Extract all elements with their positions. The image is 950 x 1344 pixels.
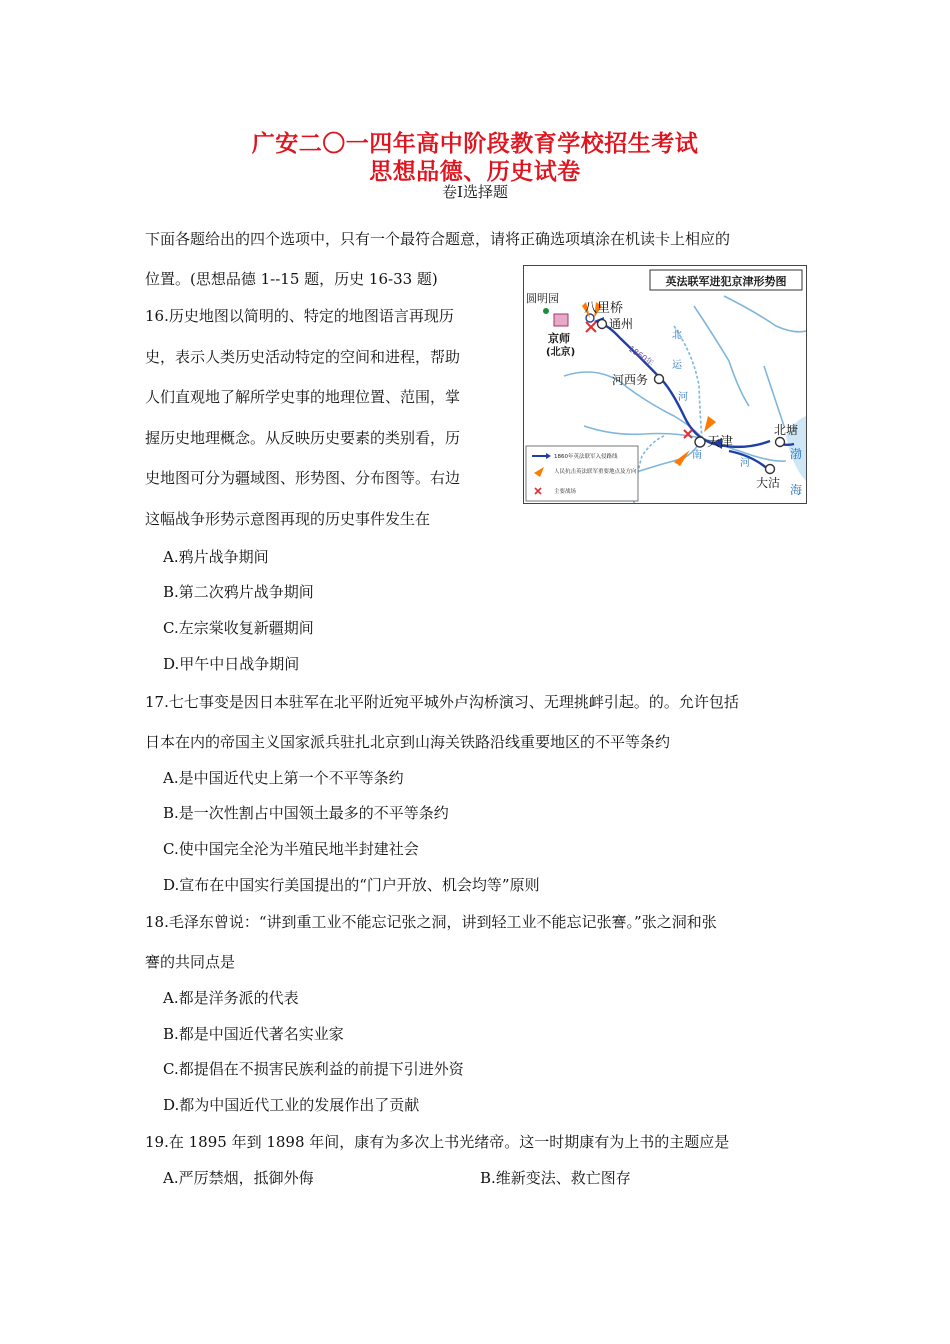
label-dagu: 大沽 — [756, 476, 781, 490]
q17-stem-line: 17.七七事变是因日本驻军在北平附近宛平城外卢沟桥演习、无理挑衅引起。的。允许包括 — [145, 693, 739, 711]
q18-option-b[interactable]: B.都是中国近代著名实业家 — [163, 1025, 344, 1043]
label-baliqiao: 八里桥 — [584, 301, 624, 316]
q16-option-b[interactable]: B.第二次鸦片战争期间 — [163, 583, 314, 601]
beitang-marker — [776, 438, 785, 447]
q18-option-d[interactable]: D.都为中国近代工业的发展作出了贡献 — [163, 1096, 420, 1114]
label-river-he: 河 — [678, 392, 688, 403]
legend-battle-label: 主要战场 — [554, 489, 577, 495]
resistance-arrow-icon — [704, 416, 716, 432]
q18-option-c[interactable]: C.都提倡在不损害民族利益的前提下引进外资 — [163, 1060, 464, 1078]
q16-option-d[interactable]: D.甲午中日战争期间 — [163, 655, 300, 673]
label-tianjin: 天津 — [707, 435, 734, 450]
q17-option-a[interactable]: A.是中国近代史上第一个不平等条约 — [163, 769, 404, 787]
q19-option-a[interactable]: A.严厉禁烟，抵御外侮 — [163, 1169, 314, 1187]
label-river-bei: 北 — [672, 330, 682, 341]
label-yuanmingyuan: 圆明园 — [526, 292, 559, 305]
section-title: 卷Ⅰ选择题 — [442, 183, 508, 201]
instructions-line-1: 下面各题给出的四个选项中，只有一个最符合题意，请将正确选项填涂在机读卡上相应的 — [145, 230, 731, 248]
q19-option-b[interactable]: B.维新变法、救亡图存 — [480, 1169, 631, 1187]
label-bo: 渤 — [790, 447, 803, 461]
label-river-nan: 南 — [692, 450, 702, 461]
map-legend — [526, 446, 638, 501]
q18-stem-line: 18.毛泽东曾说：“讲到重工业不能忘记张之洞，讲到轻工业不能忘记张謇。”张之洞和张 — [145, 913, 717, 931]
battle-icon — [586, 322, 596, 332]
q16-option-c[interactable]: C.左宗棠收复新疆期间 — [163, 619, 314, 637]
yuanmingyuan-marker — [543, 308, 549, 314]
q16-option-a[interactable]: A.鸦片战争期间 — [163, 548, 269, 566]
tongzhou-marker — [598, 320, 607, 329]
label-year: 1860年 — [626, 344, 656, 368]
q17-stem-line: 日本在内的帝国主义国家派兵驻扎北京到山海关铁路沿线重要地区的不平等条约 — [145, 733, 671, 751]
q16-stem-line: 人们直观地了解所学史事的地理位置、范围，掌 — [145, 388, 461, 406]
q17-option-d[interactable]: D.宣布在中国实行美国提出的“门户开放、机会均等”原则 — [163, 876, 540, 894]
war-situation-map — [523, 265, 807, 504]
legend-resist-label: 人民抗击英法联军重要地点及方向 — [554, 469, 637, 475]
exam-subject-title: 思想品德、历史试卷 — [369, 158, 581, 185]
jingshi-marker — [554, 314, 568, 326]
instructions-line-2: 位置。(思想品德 1--15 题，历史 16-33 题) — [145, 270, 438, 288]
resistance-arrow-icon — [674, 450, 690, 466]
label-hexiwu: 河西务 — [612, 373, 649, 387]
dagu-marker — [766, 465, 775, 474]
map-canvas — [524, 266, 806, 503]
label-tongzhou: 通州 — [609, 317, 634, 331]
label-beitang: 北塘 — [774, 423, 799, 437]
q16-stem-line: 握历史地理概念。从反映历史要素的类别看，历 — [145, 429, 461, 447]
q16-stem-line: 这幅战争形势示意图再现的历史事件发生在 — [145, 510, 431, 528]
label-beijing: (北京) — [546, 347, 576, 358]
label-haihe: 河 — [740, 458, 750, 469]
label-jingshi: 京师 — [548, 332, 570, 345]
q17-option-c[interactable]: C.使中国完全沦为半殖民地半封建社会 — [163, 840, 419, 858]
q19-stem-line: 19.在 1895 年到 1898 年间，康有为多次上书光绪帝。这一时期康有为上书的主题应是 — [145, 1133, 730, 1151]
label-hai: 海 — [790, 483, 803, 497]
q18-option-a[interactable]: A.都是洋务派的代表 — [163, 989, 299, 1007]
label-river-yun: 运 — [672, 360, 682, 371]
hexiwu-marker — [655, 375, 664, 384]
exam-title: 广安二〇一四年高中阶段教育学校招生考试 — [251, 130, 699, 157]
q16-stem-line: 史地图可分为疆域图、形势图、分布图等。右边 — [145, 469, 461, 487]
q18-stem-line: 謇的共同点是 — [145, 953, 236, 971]
legend-route-label: 1860年英法联军入侵路线 — [554, 454, 618, 460]
q17-option-b[interactable]: B.是一次性割占中国领土最多的不平等条约 — [163, 804, 449, 822]
battle-icon — [684, 430, 692, 438]
map-title: 英法联军进犯京津形势图 — [665, 275, 787, 288]
q16-stem-line: 16.历史地图以简明的、特定的地图语言再现历 — [145, 307, 454, 325]
tianjin-marker — [695, 437, 705, 447]
q16-stem-line: 史，表示人类历史活动特定的空间和进程，帮助 — [145, 348, 461, 366]
